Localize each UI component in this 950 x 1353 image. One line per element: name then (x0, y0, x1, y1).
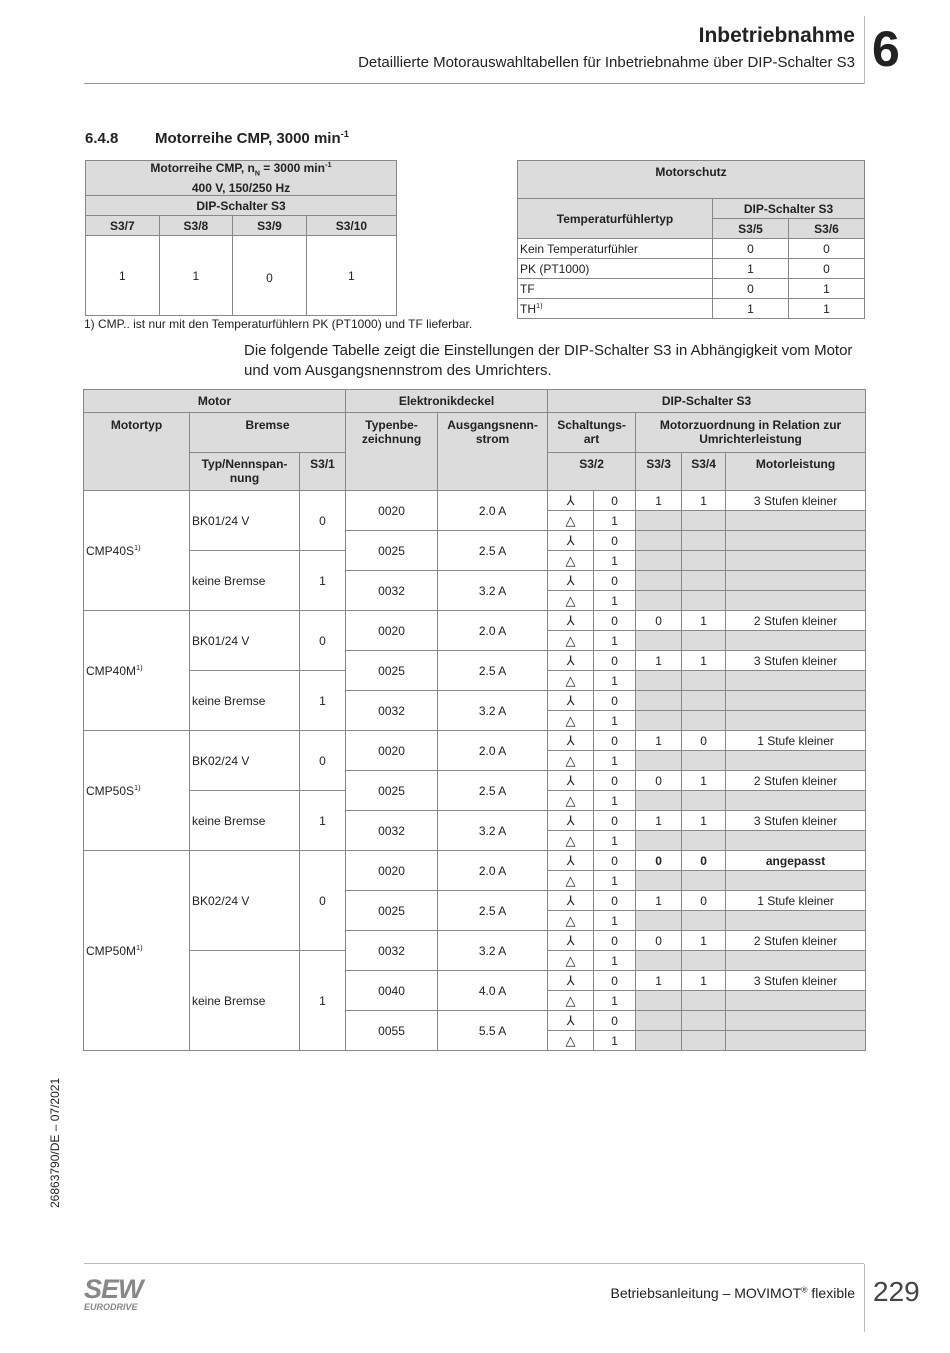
device-current: 2.5 A (438, 531, 548, 571)
empty-cell (636, 531, 682, 551)
empty-cell (682, 1011, 726, 1031)
motor-sup: 1) (134, 542, 141, 552)
brake-type: keine Bremse (190, 951, 300, 1051)
empty-cell (682, 691, 726, 711)
s32-value: 1 (594, 791, 636, 811)
t2-type-sup: 1) (536, 300, 543, 310)
device-code: 0032 (346, 691, 438, 731)
chapter-title: Inbetriebnahme (698, 24, 855, 47)
device-code: 0032 (346, 811, 438, 851)
delta-icon: △ (548, 871, 594, 891)
empty-cell (636, 1031, 682, 1051)
empty-cell (636, 951, 682, 971)
s32-value: 1 (594, 511, 636, 531)
brake-type: BK01/24 V (190, 611, 300, 671)
s33-value: 1 (636, 891, 682, 911)
device-current: 2.0 A (438, 851, 548, 891)
t1-head1-sub: N (254, 170, 260, 178)
empty-cell (726, 691, 866, 711)
h-s31: S3/1 (300, 453, 346, 491)
s34-value: 1 (682, 931, 726, 951)
t2-row (518, 299, 865, 319)
empty-cell (636, 831, 682, 851)
s33-value: 0 (636, 851, 682, 871)
delta-icon: △ (548, 591, 594, 611)
star-icon: ⅄ (548, 691, 594, 711)
t2-s6: 0 (789, 239, 865, 259)
empty-cell (636, 631, 682, 651)
h-motortyp: Motortyp (84, 413, 190, 491)
star-icon: ⅄ (548, 611, 594, 631)
t1-col: S3/9 (233, 216, 307, 236)
h-strom: Ausgangsnenn- strom (438, 413, 548, 491)
device-code: 0040 (346, 971, 438, 1011)
star-icon: ⅄ (548, 1011, 594, 1031)
s32-value: 1 (594, 551, 636, 571)
s32-value: 0 (594, 531, 636, 551)
brake-s31: 0 (300, 611, 346, 671)
s32-value: 0 (594, 771, 636, 791)
motor-selection-table (83, 389, 866, 1051)
header-divider (864, 16, 865, 84)
empty-cell (636, 671, 682, 691)
device-code: 0020 (346, 851, 438, 891)
empty-cell (682, 1031, 726, 1051)
logo-bottom: EURODRIVE (84, 1302, 138, 1312)
section-title: Motorreihe CMP, 3000 min (155, 130, 341, 147)
s33-value: 1 (636, 651, 682, 671)
device-current: 2.0 A (438, 491, 548, 531)
empty-cell (682, 711, 726, 731)
motor-name: CMP50M (86, 943, 137, 958)
footer-doc-reg: ® (801, 1284, 808, 1295)
empty-cell (726, 671, 866, 691)
empty-cell (682, 591, 726, 611)
brake-type: keine Bremse (190, 791, 300, 851)
empty-cell (682, 791, 726, 811)
s34-value: 0 (682, 851, 726, 871)
star-icon: ⅄ (548, 971, 594, 991)
h-typnenn: Typ/Nennspan- nung (190, 453, 300, 491)
t1-head1-rest: = 3000 min (259, 161, 325, 175)
empty-cell (726, 511, 866, 531)
device-code: 0025 (346, 891, 438, 931)
empty-cell (636, 571, 682, 591)
t2-type (518, 239, 713, 259)
delta-icon: △ (548, 751, 594, 771)
delta-icon: △ (548, 791, 594, 811)
device-current: 3.2 A (438, 931, 548, 971)
s32-value: 0 (594, 731, 636, 751)
s32-value: 1 (594, 751, 636, 771)
table-row (84, 851, 866, 871)
empty-cell (636, 871, 682, 891)
t1-value: 1 (86, 236, 160, 316)
s32-value: 0 (594, 691, 636, 711)
star-icon: ⅄ (548, 571, 594, 591)
empty-cell (682, 911, 726, 931)
empty-cell (636, 1011, 682, 1031)
s33-value: 1 (636, 731, 682, 751)
t2-col: S3/6 (789, 219, 865, 239)
s32-value: 0 (594, 891, 636, 911)
empty-cell (682, 671, 726, 691)
table-row (84, 731, 866, 751)
t2-type-text: PK (PT1000) (520, 261, 590, 276)
t2-s5: 1 (713, 259, 789, 279)
s34-value: 1 (682, 611, 726, 631)
empty-cell (682, 751, 726, 771)
s32-value: 0 (594, 651, 636, 671)
delta-icon: △ (548, 911, 594, 931)
device-code: 0032 (346, 931, 438, 971)
delta-icon: △ (548, 551, 594, 571)
t2-type-text: TF (520, 281, 535, 296)
s32-value: 1 (594, 671, 636, 691)
star-icon: ⅄ (548, 651, 594, 671)
empty-cell (682, 951, 726, 971)
device-code: 0020 (346, 731, 438, 771)
table-row (84, 611, 866, 631)
footer-doc: Betriebsanleitung – MOVIMOT (610, 1285, 802, 1301)
device-code: 0020 (346, 491, 438, 531)
t2-type-header: Temperaturfühlertyp (518, 199, 713, 239)
section-title-sup: -1 (340, 129, 349, 139)
brake-type: BK02/24 V (190, 731, 300, 791)
device-current: 2.5 A (438, 651, 548, 691)
footnote: 1) CMP.. ist nur mit den Temperaturfühlern PK (PT1000) und TF lieferbar. (84, 317, 473, 331)
delta-icon: △ (548, 1031, 594, 1051)
s32-value: 0 (594, 931, 636, 951)
device-current: 3.2 A (438, 811, 548, 851)
motor-power: 1 Stufe kleiner (726, 731, 866, 751)
t2-s6: 1 (789, 279, 865, 299)
empty-cell (726, 1031, 866, 1051)
t2-title: Motorschutz (518, 161, 865, 199)
s32-value: 1 (594, 831, 636, 851)
star-icon: ⅄ (548, 851, 594, 871)
brake-type: BK01/24 V (190, 491, 300, 551)
sew-logo (84, 1276, 152, 1312)
h-elektronik: Elektronikdeckel (346, 390, 548, 413)
s32-value: 1 (594, 951, 636, 971)
s32-value: 1 (594, 711, 636, 731)
footer-divider (864, 1264, 865, 1332)
t2-row (518, 239, 865, 259)
s33-value: 0 (636, 931, 682, 951)
empty-cell (682, 991, 726, 1011)
empty-cell (682, 551, 726, 571)
empty-cell (726, 1011, 866, 1031)
t2-type-text: TH (520, 301, 536, 316)
footer-rule (84, 1263, 864, 1264)
device-current: 2.0 A (438, 611, 548, 651)
s33-value: 1 (636, 811, 682, 831)
brake-s31: 0 (300, 731, 346, 791)
empty-cell (726, 591, 866, 611)
h-typen: Typenbe- zeichnung (346, 413, 438, 491)
brake-s31: 1 (300, 951, 346, 1051)
t1-col: S3/8 (159, 216, 233, 236)
empty-cell (726, 571, 866, 591)
empty-cell (726, 911, 866, 931)
motor-sup: 1) (136, 662, 143, 672)
section-heading (85, 130, 349, 147)
chapter-subtitle: Detaillierte Motorauswahltabellen für Inbetriebnahme über DIP-Schalter S3 (358, 54, 855, 71)
document-code: 26863790/DE – 07/2021 (48, 1077, 62, 1208)
empty-cell (682, 831, 726, 851)
delta-icon: △ (548, 671, 594, 691)
t2-s5: 0 (713, 279, 789, 299)
empty-cell (726, 871, 866, 891)
motor-power: 3 Stufen kleiner (726, 811, 866, 831)
motor-power: 2 Stufen kleiner (726, 771, 866, 791)
header-rule (84, 83, 864, 84)
device-code: 0025 (346, 651, 438, 691)
s34-value: 0 (682, 731, 726, 751)
empty-cell (636, 791, 682, 811)
device-code: 0020 (346, 611, 438, 651)
delta-icon: △ (548, 631, 594, 651)
star-icon: ⅄ (548, 531, 594, 551)
s32-value: 0 (594, 811, 636, 831)
device-current: 2.0 A (438, 731, 548, 771)
t2-s6: 1 (789, 299, 865, 319)
logo-top: SEW (84, 1274, 143, 1304)
t1-value: 1 (159, 236, 233, 316)
t2-s5: 0 (713, 239, 789, 259)
s34-value: 1 (682, 971, 726, 991)
empty-cell (636, 591, 682, 611)
t1-head2: 400 V, 150/250 Hz (191, 181, 291, 196)
empty-cell (726, 751, 866, 771)
t1-group: DIP-Schalter S3 (86, 196, 397, 216)
device-code: 0025 (346, 771, 438, 811)
delta-icon: △ (548, 711, 594, 731)
s33-value: 0 (636, 611, 682, 631)
motor-power: 2 Stufen kleiner (726, 611, 866, 631)
brake-s31: 1 (300, 551, 346, 611)
empty-cell (682, 511, 726, 531)
device-current: 3.2 A (438, 571, 548, 611)
star-icon: ⅄ (548, 731, 594, 751)
t2-row (518, 259, 865, 279)
t2-col: S3/5 (713, 219, 789, 239)
motor-power: 3 Stufen kleiner (726, 651, 866, 671)
motor-type (84, 851, 190, 1051)
motor-power: 3 Stufen kleiner (726, 491, 866, 511)
footer-doc-rest: flexible (807, 1285, 855, 1301)
h-leist: Motorleistung (726, 453, 866, 491)
brake-type: keine Bremse (190, 671, 300, 731)
motor-type (84, 731, 190, 851)
h-bremse: Bremse (190, 413, 346, 453)
empty-cell (636, 711, 682, 731)
t1-col: S3/10 (306, 216, 396, 236)
s34-value: 1 (682, 811, 726, 831)
brake-s31: 1 (300, 671, 346, 731)
h-schalt: Schaltungs- art (548, 413, 636, 453)
t2-group: DIP-Schalter S3 (713, 199, 865, 219)
star-icon: ⅄ (548, 891, 594, 911)
device-current: 4.0 A (438, 971, 548, 1011)
brake-s31: 0 (300, 491, 346, 551)
brake-type: BK02/24 V (190, 851, 300, 951)
footer-doc-title (611, 1285, 856, 1301)
s34-value: 1 (682, 651, 726, 671)
empty-cell (636, 751, 682, 771)
s32-value: 0 (594, 571, 636, 591)
empty-cell (726, 531, 866, 551)
s32-value: 0 (594, 611, 636, 631)
delta-icon: △ (548, 831, 594, 851)
motor-type (84, 611, 190, 731)
device-current: 3.2 A (438, 691, 548, 731)
device-code: 0055 (346, 1011, 438, 1051)
intro-text: Die folgende Tabelle zeigt die Einstellungen der DIP-Schalter S3 in Abhängigkeit vom Motor und vom Ausgangsnennstrom des Umrichters. (244, 342, 853, 379)
device-code: 0025 (346, 531, 438, 571)
empty-cell (726, 991, 866, 1011)
s32-value: 0 (594, 1011, 636, 1031)
empty-cell (726, 551, 866, 571)
motor-power: 3 Stufen kleiner (726, 971, 866, 991)
empty-cell (636, 511, 682, 531)
motor-power: angepasst (726, 851, 866, 871)
motor-name: CMP40S (86, 543, 135, 558)
brake-s31: 1 (300, 791, 346, 851)
motor-name: CMP50S (86, 783, 135, 798)
device-current: 2.5 A (438, 891, 548, 931)
motor-sup: 1) (136, 942, 143, 952)
empty-cell (726, 791, 866, 811)
star-icon: ⅄ (548, 491, 594, 511)
chapter-number: 6 (872, 21, 900, 77)
s32-value: 1 (594, 1031, 636, 1051)
h-zuord: Motorzuordnung in Relation zur Umrichterleistung (636, 413, 866, 453)
empty-cell (726, 631, 866, 651)
empty-cell (682, 571, 726, 591)
delta-icon: △ (548, 951, 594, 971)
s32-value: 1 (594, 871, 636, 891)
empty-cell (726, 711, 866, 731)
empty-cell (636, 991, 682, 1011)
device-code: 0032 (346, 571, 438, 611)
t2-s6: 0 (789, 259, 865, 279)
s33-value: 1 (636, 971, 682, 991)
h-s32: S3/2 (548, 453, 636, 491)
motor-protection-table (517, 160, 865, 319)
delta-icon: △ (548, 511, 594, 531)
device-current: 2.5 A (438, 771, 548, 811)
motor-power: 2 Stufen kleiner (726, 931, 866, 951)
t2-s5: 1 (713, 299, 789, 319)
s32-value: 1 (594, 911, 636, 931)
empty-cell (636, 911, 682, 931)
page-number: 229 (873, 1276, 920, 1307)
motor-type (84, 491, 190, 611)
empty-cell (636, 551, 682, 571)
t1-value: 0 (233, 236, 307, 316)
t2-type (518, 259, 713, 279)
s34-value: 1 (682, 771, 726, 791)
empty-cell (682, 531, 726, 551)
h-motor: Motor (84, 390, 346, 413)
s33-value: 0 (636, 771, 682, 791)
h-s33: S3/3 (636, 453, 682, 491)
s34-value: 1 (682, 491, 726, 511)
motor-name: CMP40M (86, 663, 137, 678)
t2-type (518, 299, 713, 319)
device-current: 5.5 A (438, 1011, 548, 1051)
s32-value: 1 (594, 591, 636, 611)
motor-power: 1 Stufe kleiner (726, 891, 866, 911)
t1-value: 1 (306, 236, 396, 316)
star-icon: ⅄ (548, 931, 594, 951)
empty-cell (726, 831, 866, 851)
s32-value: 1 (594, 991, 636, 1011)
empty-cell (636, 691, 682, 711)
s32-value: 0 (594, 851, 636, 871)
t1-head1-sup: -1 (324, 160, 332, 169)
s32-value: 0 (594, 491, 636, 511)
brake-s31: 0 (300, 851, 346, 951)
motor-sup: 1) (134, 782, 141, 792)
empty-cell (682, 631, 726, 651)
t2-row (518, 279, 865, 299)
s32-value: 1 (594, 631, 636, 651)
t1-col: S3/7 (86, 216, 160, 236)
table-row (84, 491, 866, 511)
t1-head1: Motorreihe CMP, n (150, 161, 255, 175)
empty-cell (726, 951, 866, 971)
empty-cell (682, 871, 726, 891)
h-s34: S3/4 (682, 453, 726, 491)
star-icon: ⅄ (548, 771, 594, 791)
section-number: 6.4.8 (85, 130, 119, 147)
t2-type (518, 279, 713, 299)
t2-type-text: Kein Temperaturfühler (520, 241, 638, 256)
s34-value: 0 (682, 891, 726, 911)
t1-head (86, 161, 397, 196)
motor-series-table (85, 160, 397, 316)
delta-icon: △ (548, 991, 594, 1011)
h-dip: DIP-Schalter S3 (548, 390, 866, 413)
brake-type: keine Bremse (190, 551, 300, 611)
star-icon: ⅄ (548, 811, 594, 831)
s33-value: 1 (636, 491, 682, 511)
s32-value: 0 (594, 971, 636, 991)
